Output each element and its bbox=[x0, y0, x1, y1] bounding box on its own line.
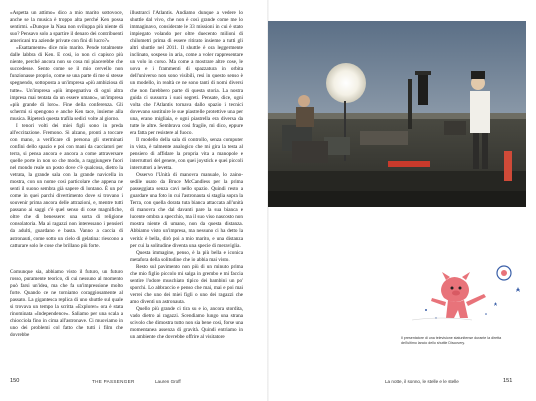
paragraph: illustrarci l'Atlantis. Andiamo dunque a vedere lo shuttle dal vivo, che non è così grande come me lo immaginavo, considerate le 33 missioni in cui è stato impiegato volando per oltre duecento milioni di chilometri prima di essere ritirato insieme a tutti gli altri shuttle nel 2011. Il shuttle è ora leggermente inclinato, sospeso in aria, come a voler rappresentare un volo in corso. Ma come a mostrare altre cose, le uova e i frammenti di spazzatura in orbita dell'universo non sono visibili, resi in questo senso è un modello, in realtà ce ne sono tanti di nomi diversi che non farebbero parte di questa storia. La nostra guida ci sussurra i suoi segreti. Pensate, dice, ogni volta che l'Atlantis tornava dallo spazio i tecnici dovevano sostituire le sue piastrelle protettive una per una, erano migliaia, e ogni piastrella era diversa da tutte le altre. Sembrava così fragile, mi dico, eppure era fatta per resistere al fuoco. bbox=[130, 10, 243, 136]
running-head-magazine: THE PASSENGER bbox=[92, 379, 135, 384]
illustration-drawing bbox=[410, 262, 528, 328]
paragraph: Osservo l'Unità di manovra manuale, lo zaino-sedile usato da Bruce McCandless per la prima passeggiata senza cavi nello spazio. Quindi resto a guardare una foto in cui l'astronauta si staglia sopra la Terra, con quella dorata tuta bianca attaccata all'unità di manovra che dal davanti pare la sua bianca e lucente ombra a specchio, ma il suo viso nascosto non mostra niente di umano, non da questa distanza. Abbiamo visto un'impresa, ma nessuno ci ha detto la verità: è bella, dirò poi a mio marito, e una distanza per cui la solitudine diventa una specie di meraviglia. bbox=[130, 172, 243, 249]
photo-caption: Il presentatore di una televisione statunitense durante la diretta dell'ultimo lancio dello shuttle Discovery. bbox=[401, 336, 502, 345]
paragraph: «Esattamente» dice mio marito. Pende totalmente dalle labbra di Ken. E così, io non ci capisco più niente, perché ancora non so cosa mi piacerebbe che succedesse. Sento come se il mio cervello non funzionasse proprio, come se una parte di me si stesse spegnendo, sottoposta a un'impresa «più ambiziosa di tutte». Un'impresa «più impegnativa di ogni altra impresa mai tentata da un essere umano», un'impresa «più grande di loro». Fine della conferenza. Gli schermi si spengono e anche Ken tace, insieme alla musica. Ripeterà questa trafila sedici volte al giorno. bbox=[10, 45, 123, 122]
paragraph: «Aspetta un attimo» dico a mio marito sottovoce, anche se la musica è troppo alta perché Ken possa sentirmi. «Dunque la Nasa non sviluppa più niente di suo? Pensavo solo a spartire il denaro dei contribuenti americani tra aziende private con fini di lucro?» bbox=[10, 10, 123, 45]
paragraph: Resto sul pavimento non più di un minuto prima che mio figlio piccolo mi salga in grembo e mi faccia sentire l'odore muschiato tipico dei bambini un po' sporchi. Lo abbraccio e penso che mai, mai e poi mai verrei che uno dei miei figli o uno dei ragazzi che amo diventi un astronauta. bbox=[130, 263, 243, 305]
left-page-column-1-end bbox=[10, 269, 123, 339]
paragraph: Quello più grande ci tira su e io, ancora stordita, vado dietro ai ragazzi. Scendiamo lungo una strana scivolo che dimostra tutto non sia bene così, forse una momentanea assenza di gravità. Quindi entriamo in un ambiente che dovrebbe offrire al visitatore bbox=[130, 305, 243, 341]
astronaut-pig-illustration bbox=[410, 262, 528, 328]
press-photo bbox=[268, 21, 526, 207]
paragraph: I tenori volti dei miei figli sono in preda all'eccitazione. Fremono. Si alzano, pronti a toccare con mano, a verificare di persona gli sterminati confini dello spazio e poi con mani da cacciatori per terra, si pensa ancora e ancora a come attraversare quelle porte in non so che modo, a raggiungere fuori nel mondo reale un posto dove c'è qualcosa, dietro la vetrata, la grande sala con la grande navicella in mostra, con un nome così particolare che appena ne senti il suono sembra già sapere di lontano. È un po' come in quei parchi divertimento dove si trovano i souvenir prima ancora delle attrazioni, e, mentre tutti passano ai saggi c'è quel senso di cose magnifiche, oltre che di benessere: una sorta di religione consolatoria. Ma ai ragazzi non interessano i pensieri da adulti, guardano e basta. Vanno a caccia di astronauti, come sotto un cielo di gelatina: riescono a catturare solo le cose che brillano più forte. bbox=[10, 122, 123, 249]
right-page-number: 151 bbox=[503, 378, 513, 384]
left-page-number: 150 bbox=[10, 378, 20, 384]
running-head-author: Lauren Groff bbox=[155, 379, 181, 384]
paragraph: Comunque sia, abbiamo visto il futuro, un futuro rosso, puramente teorico, di cui nessuno al momento può farsi un'idea, ma che fa un'impressione molto forte. Quando ce ne torniamo coraggiosamente al passato. La gigantesca replica di uno shuttle sul quale si trovava un tempo la scritta «Explorer» ora è stata rinominata «Independence». Saliamo per una scala a chiocciola fino in cima all'astronave. Ci muoviamo in uno dei problemi col fatto che tutti i film che dovrebbe bbox=[10, 269, 123, 339]
left-page-column-1 bbox=[10, 10, 123, 250]
paragraph: Il modello della sala di controllo, senza computer in vista, è talmente analogico che mi gira la testa al pensiero di affidare la propria vita a manopole e interruttori del genere, con quei joystick e quei piccoli interruttori a levetta. bbox=[130, 136, 243, 172]
left-page-column-2 bbox=[130, 10, 243, 341]
paragraph: Questa immagine, penso, è la più bella e iconica metafora della solitudine che io abbia mai visto. bbox=[130, 249, 243, 263]
running-head-title: La notte, il sonno, le stelle e le stelle bbox=[385, 379, 459, 384]
press-photo-image bbox=[268, 21, 526, 207]
